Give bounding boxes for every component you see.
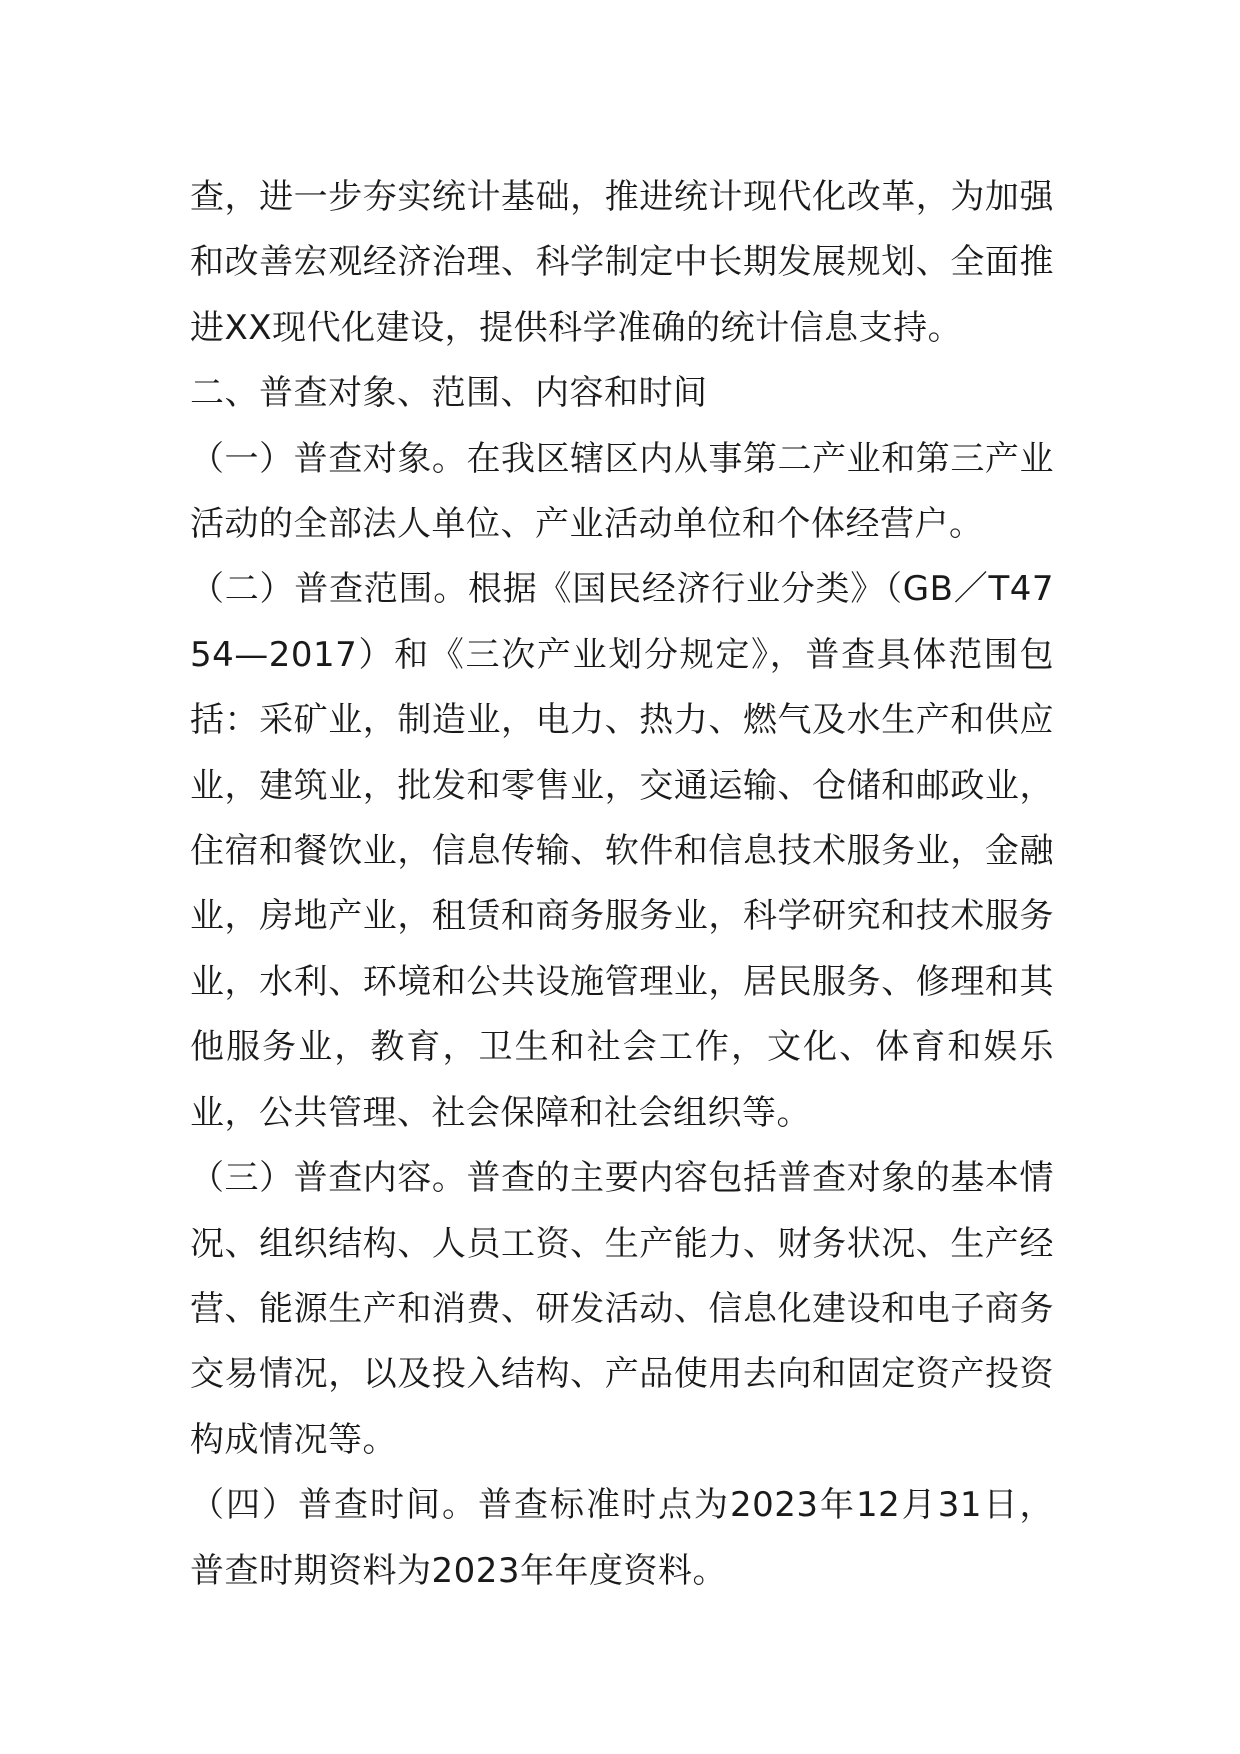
paragraph-purpose-continued: 查，进一步夯实统计基础，推进统计现代化改革，为加强和改善宏观经济治理、科学制定中长期发展规划、全面推进XX现代化建设，提供科学准确的统计信息支持。 — [190, 177, 1054, 348]
paragraph-survey-objects: （一）普查对象。在我区辖区内从事第二产业和第三产业活动的全部法人单位、产业活动单位和个体经营户。 — [190, 438, 1054, 545]
paragraph-survey-time: （四）普查时间。普查标准时点为2023年12月31日，普查时期资料为2023年年度资料。 — [190, 1485, 1054, 1591]
section-heading-2: 二、普查对象、范围、内容和时间 — [190, 373, 708, 414]
document-body — [190, 165, 1054, 1604]
paragraph-survey-content: （三）普查内容。普查的主要内容包括普查对象的基本情况、组织结构、人员工资、生产能力、财务状况、生产经营、能源生产和消费、研发活动、信息化建设和电子商务交易情况，以及投入结构、产品使用去向和固定资产投资构成情况等。 — [190, 1158, 1054, 1460]
paragraph-survey-scope: （二）普查范围。根据《国民经济行业分类》（GB／T4754—2017）和《三次产业划分规定》，普查具体范围包括：采矿业，制造业，电力、热力、燃气及水生产和供应业，建筑业，批发和零售业，交通运输、仓储和邮政业，住宿和餐饮业，信息传输、软件和信息技术服务业，金融业，房地产业，租赁和商务服务业，科学研究和技术服务业，水利、环境和公共设施管理业，居民服务、修理和其他服务业，教育，卫生和社会工作，文化、体育和娱乐业，公共管理、社会保障和社会组织等。 — [190, 569, 1054, 1133]
